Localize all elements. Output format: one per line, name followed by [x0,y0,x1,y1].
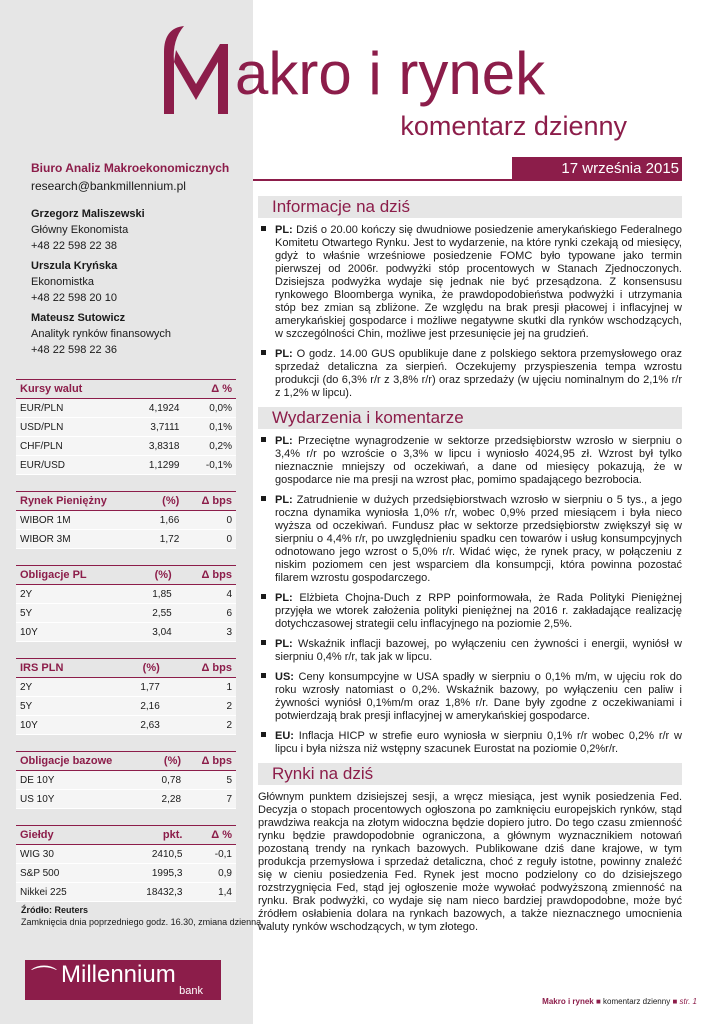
table-cell: 7 [185,790,236,809]
table-cell: 2Y [16,585,133,604]
table-header-cell: pkt. [110,826,186,845]
market-tables [16,379,236,918]
table-cell: CHF/PLN [16,437,124,456]
main-content [258,196,682,934]
source-note [21,904,261,928]
news-item [258,348,682,400]
contact-person [31,258,246,306]
table-cell: 18432,3 [110,883,186,902]
table-cell: 2 [164,716,236,735]
table-cell: 2,63 [112,716,163,735]
bureau-name: Biuro Analiz Makroekonomicznych [31,161,230,175]
table-row [16,456,236,475]
news-item [258,730,682,756]
table-header-cell: Giełdy [16,826,110,845]
bullet-icon [261,496,266,501]
bullet-icon [261,226,266,231]
market-table [16,825,236,902]
table-cell: 1,77 [112,678,163,697]
millennium-mark-icon: ⌒ [31,964,58,994]
table-cell: 1,1299 [124,456,183,475]
table-header-cell: Obligacje PL [16,566,133,585]
table-cell: 1995,3 [110,864,186,883]
contact-name: Mateusz Sutowicz [31,312,126,324]
bullet-icon [261,673,266,678]
table-cell: WIBOR 3M [16,530,146,549]
table-header-cell: Obligacje bazowe [16,752,149,771]
news-text: Elżbieta Chojna-Duch z RPP poinformowała, że Rada Polityki Pieniężnej przyjęła we wtorek założenia polityki pieniężnej na 2016 r. zakładające realizację dotychczasowej strategii celu inflacyjnego na poziomie 2,5%. [275,592,682,630]
table-header-cell: IRS PLN [16,659,112,678]
table-cell: 2,55 [133,604,176,623]
table-cell: 0 [183,511,236,530]
table-cell: USD/PLN [16,418,124,437]
market-table [16,491,236,549]
table-cell: 4,1924 [124,399,183,418]
table-cell: US 10Y [16,790,149,809]
table-cell: 1,72 [146,530,184,549]
table-cell: 0,0% [184,399,237,418]
table-cell: 3,8318 [124,437,183,456]
news-region-tag: PL: [275,592,293,604]
table-cell: 1,85 [133,585,176,604]
news-item [258,224,682,341]
table-header-cell: Δ bps [185,752,236,771]
contact-person [31,310,246,358]
table-cell: 4 [176,585,236,604]
table-cell: DE 10Y [16,771,149,790]
news-item [258,671,682,723]
table-cell: 0,9 [186,864,236,883]
table-cell: 0 [183,530,236,549]
contact-phone: +48 22 598 22 38 [31,240,117,252]
contact-name: Grzegorz Maliszewski [31,208,145,220]
contact-phone: +48 22 598 20 10 [31,292,117,304]
table-row [16,604,236,623]
market-table [16,379,236,475]
table-header-cell: Rynek Pieniężny [16,492,146,511]
table-row [16,623,236,642]
news-item [258,592,682,631]
table-row [16,437,236,456]
table-header-cell: (%) [133,566,176,585]
market-table [16,658,236,735]
table-header-cell: Δ bps [183,492,236,511]
news-region-tag: PL: [275,224,293,236]
table-header-cell: Kursy walut [16,380,124,399]
table-row [16,530,236,549]
source-label: Źródło: Reuters [21,905,89,915]
table-row [16,864,236,883]
news-text: Wskaźnik inflacji bazowej, po wyłączeniu cen żywności i energii, wyniósł w sierpniu 0,4% r/r, tak jak w lipcu. [275,638,682,663]
table-row [16,399,236,418]
contact-role: Główny Ekonomista [31,224,129,236]
table-cell: 3,7111 [124,418,183,437]
page-footer: Makro i rynek ■ komentarz dzienny ■ str. 1 [542,997,697,1006]
table-cell: 5 [185,771,236,790]
contacts-list [31,206,246,362]
bullet-icon [261,732,266,737]
table-cell: -0,1 [186,845,236,864]
table-cell: WIG 30 [16,845,110,864]
contact-role: Ekonomistka [31,276,94,288]
table-cell: 6 [176,604,236,623]
news-item [258,435,682,487]
table-row [16,697,236,716]
news-text: Ceny konsumpcyjne w USA spadły w sierpniu o 0,1% m/m, w ujęciu rok do roku wzrosły natomiast o 0,2%. Wskaźnik bazowy, po wyłączeniu cen paliw i żywności wyniósł 0,1%m/m oraz 1,8% r/r. Dane były zgodne z oczekiwaniami i potwierdzają brak presji inflacyjnej w amerykańskiej gospodarce. [275,671,682,722]
masthead-title: akro i rynek [235,40,546,107]
bullet-icon [261,350,266,355]
news-text: Inflacja HICP w strefie euro wyniosła w sierpniu 0,1% r/r wobec 0,2% r/r w lipcu i była niższa niż wstępny szacunek Eurostat na poziomie 0,2%r/r. [275,730,682,755]
table-header-cell: Δ % [186,826,236,845]
table-header-cell: Δ % [184,380,237,399]
section-title-events: Wydarzenia i komentarze [258,407,682,429]
table-cell: Nikkei 225 [16,883,110,902]
news-region-tag: PL: [275,435,293,447]
table-row [16,883,236,902]
table-cell: 1,4 [186,883,236,902]
footer-page: str. 1 [679,997,697,1006]
bullet-icon [261,437,266,442]
table-row [16,845,236,864]
table-cell: 1 [164,678,236,697]
news-region-tag: EU: [275,730,294,742]
table-cell: 3 [176,623,236,642]
table-header-cell: (%) [149,752,185,771]
news-region-tag: US: [275,671,294,683]
table-row [16,771,236,790]
news-text: O godz. 14.00 GUS opublikuje dane z polskiego sektora przemysłowego oraz sprzedaż detaliczna za sierpień. Oczekujemy przyspieszenia tempa wzrostu produkcji (do 6,3% r/r z 3,8% r/r) oraz sprzedaży (w ujęciu nominalnym do 2,1% r/r z 1,2% w lipcu). [275,348,682,399]
table-cell: 1,66 [146,511,184,530]
table-row [16,790,236,809]
footer-subtitle: komentarz dzienny [603,997,671,1006]
news-region-tag: PL: [275,494,293,506]
bullet-icon [261,640,266,645]
table-cell: 0,1% [184,418,237,437]
contact-person [31,206,246,254]
contact-name: Urszula Kryńska [31,260,118,272]
table-cell: 2,28 [149,790,185,809]
news-item [258,494,682,585]
masthead-m-logo [162,22,230,117]
section-title-today: Informacje na dziś [258,196,682,218]
table-row [16,418,236,437]
table-row [16,678,236,697]
news-text: Dziś o 20.00 kończy się dwudniowe posiedzenie amerykańskiego Federalnego Komitetu Otwartego Rynku. Jest to wydarzenie, na które rynki czekają od miesięcy, gdyż to właśnie wrześniowe posiedzenie FOMC było typowane jako termin pierwszej od 2006r. podwyżki stóp procentowych w Stanach Zjednoczonych. Dzisiejsza podwyżka wydaje się jednak nie być przesądzona. Z konsensusu rynkowego Bloomberga wynika, że prawdopodobieństwa podwyżki i utrzymania stóp bez zmian są zbliżone. Ze względu na brak presji płacowej i inflacyjnej w amerykańskiej gospodarce i możliwe negatywne skutki dla rynków wschodzących, w szczególności Chin, możliwe jest przesunięcie jej na grudzień. [275,224,682,340]
millennium-bank-word: bank [179,985,203,997]
section-title-markets: Rynki na dziś [258,763,682,785]
contact-role: Analityk rynków finansowych [31,328,172,340]
table-cell: 2Y [16,678,112,697]
contact-email[interactable]: research@bankmillennium.pl [31,179,186,193]
table-cell: 0,78 [149,771,185,790]
table-header-cell: (%) [146,492,184,511]
market-table [16,751,236,809]
table-cell: EUR/PLN [16,399,124,418]
table-header-cell: Δ bps [164,659,236,678]
bullet-icon [261,594,266,599]
table-cell: 5Y [16,604,133,623]
table-cell: 2,16 [112,697,163,716]
table-cell: 3,04 [133,623,176,642]
table-cell: EUR/USD [16,456,124,475]
news-text: Przeciętne wynagrodzenie w sektorze przedsiębiorstw wzrosło w sierpniu o 3,4% r/r po wzroście o 3,3% w lipcu i wyniosło 4024,95 zł. Wzrost był tylko nieznacznie mniejszy od oczekiwań, a dane od miesięcy pokazują, że w gospodarce nie ma presji na wzrost płac, pomimo spadającego bezrobocia. [275,435,682,486]
news-text: Zatrudnienie w dużych przedsiębiorstwach wzrosło w sierpniu o 5 tys., a jego roczna dynamika wyniosła 1,0% r/r, wobec 0,9% przed miesiącem i była nieco wyższa od oczekiwań. Fundusz płac w sektorze przedsiębiorstw zwiększył się w sierpniu o 4,4% r/r, po uwzględnieniu spadku cen towarów i usług konsumpcyjnych odnotowano jego wzrost o 5,0% r/r. Widać więc, że rynek pracy, w połączeniu z niskim poziomem cen jest wsparciem dla konsumpcji, która powinna pozostać filarem wzrostu gospodarczego. [275,494,682,584]
table-cell: 2 [164,697,236,716]
table-row [16,716,236,735]
millennium-wordmark: Millennium [61,961,176,988]
millennium-logo [25,960,221,1000]
masthead-subtitle: komentarz dzienny [400,111,627,141]
table-cell: 0,2% [184,437,237,456]
table-cell: 10Y [16,623,133,642]
table-cell: -0,1% [184,456,237,475]
table-row [16,511,236,530]
source-description: Zamknięcia dnia poprzedniego godz. 16.30, zmiana dzienna [21,917,262,927]
market-table [16,565,236,642]
issue-date: 17 września 2015 [561,160,679,177]
table-header-cell: Δ bps [176,566,236,585]
news-region-tag: PL: [275,638,293,650]
footer-publication: Makro i rynek [542,997,594,1006]
table-row [16,585,236,604]
markets-paragraph: Głównym punktem dzisiejszej sesji, a wręcz miesiąca, jest wynik posiedzenia Fed. Decyzja o stopach procentowych ogłoszona po zamknięciu europejskich rynków, stąd prawdziwa reakcja na złotym widoczna będzie dopiero jutro. Do tego czasu zmienność rynku będzie prawdopodobnie ograniczona, a głównym wyznacznikiem notowań pozostaną trendy na rynkach bazowych. Publikowane dziś dane krajowe, w tym produkcja przemysłowa i sprzedaż detaliczna, choć z reguły istotne, powinny znaleźć się w cieniu posiedzenia Fed. Rynek jest mocno podzielony co do dzisiejszego rozstrzygnięcia Fed, stąd jej ogłoszenie może wywołać podwyższoną zmienność na rynku. Brak podwyżki, co wydaje się nam nieco bardziej prawdopodobne, może być źródłem osłabienia dolara na rynkach bazowych, a także nieznacznego umocnienia waluty rynków wschodzących, w tym złotego. [258,791,682,933]
table-header-cell [124,380,183,399]
table-cell: 10Y [16,716,112,735]
table-cell: WIBOR 1M [16,511,146,530]
news-item [258,638,682,664]
news-region-tag: PL: [275,348,293,360]
table-cell: 2410,5 [110,845,186,864]
table-header-cell: (%) [112,659,163,678]
table-cell: 5Y [16,697,112,716]
contact-phone: +48 22 598 22 36 [31,344,117,356]
table-cell: S&P 500 [16,864,110,883]
